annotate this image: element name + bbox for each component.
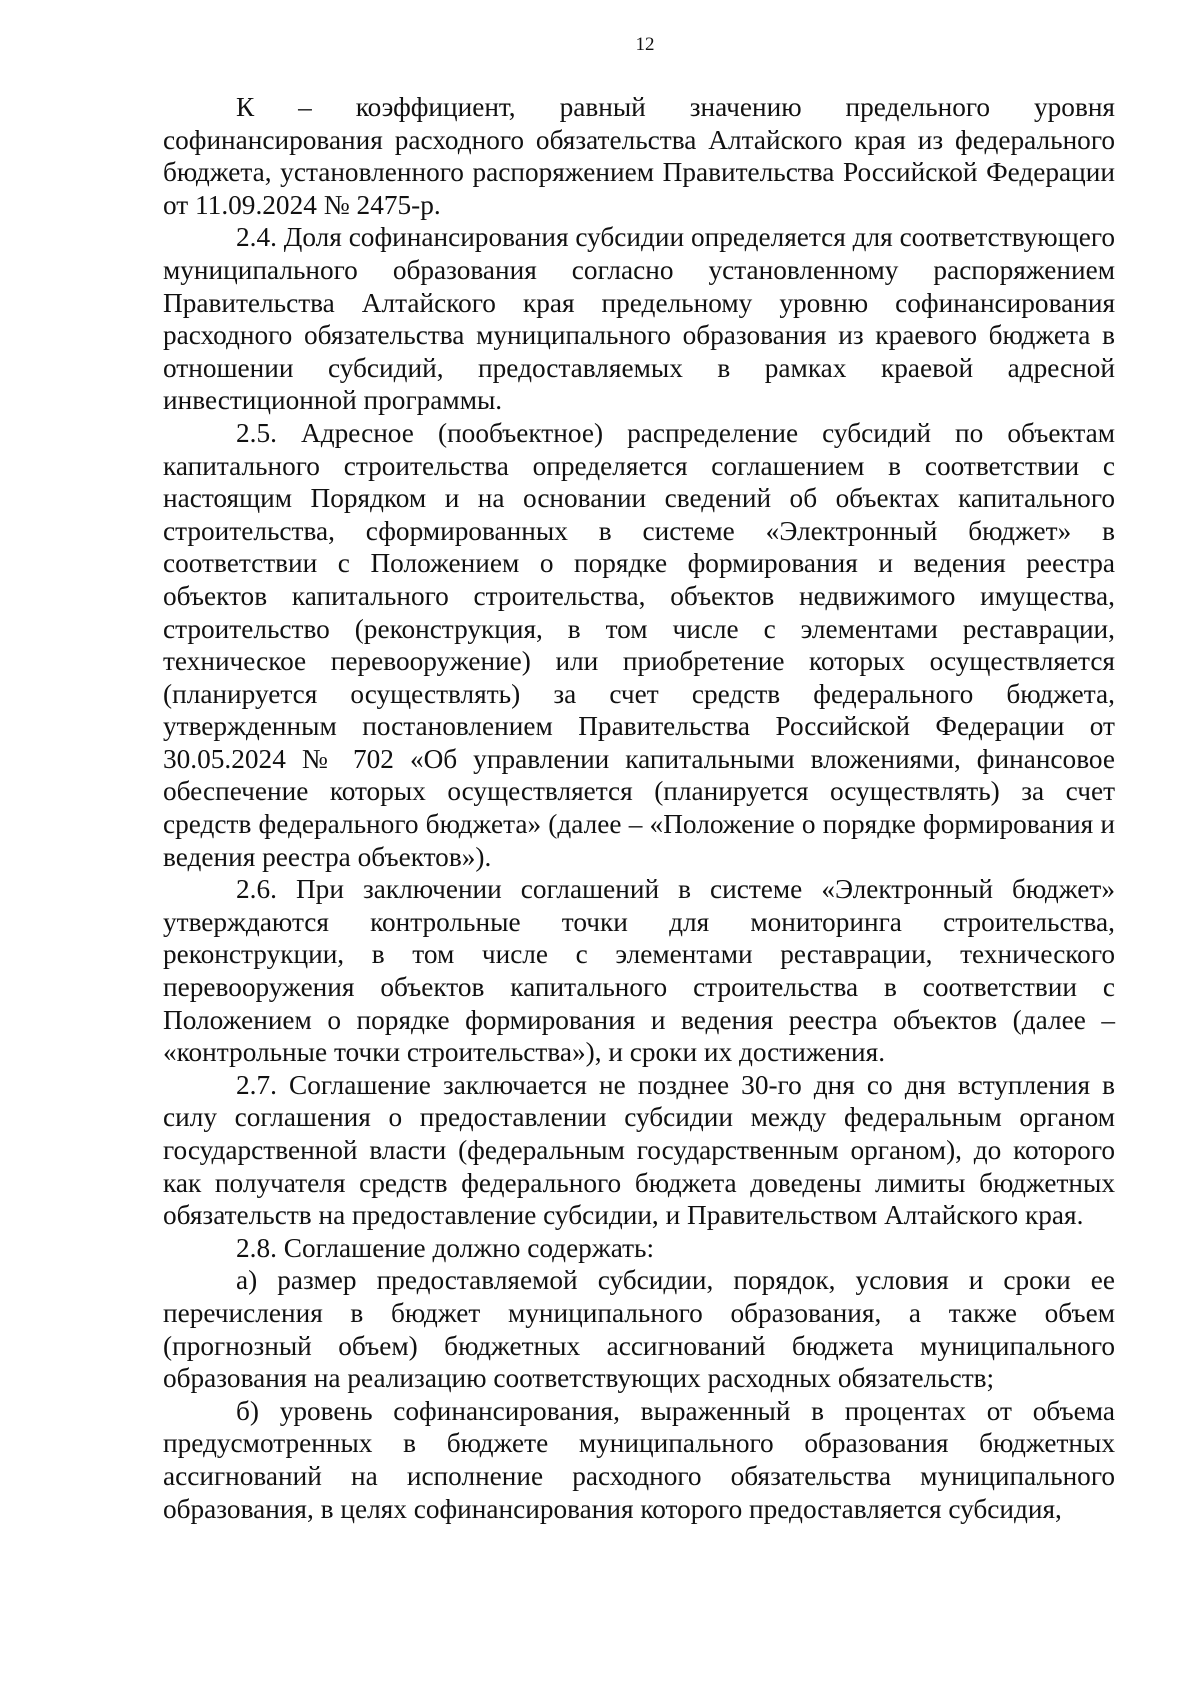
paragraph-2-8: 2.8. Соглашение должно содержать:	[236, 1232, 655, 1263]
page-number: 12	[635, 34, 655, 55]
paragraph-2-8-b: б) уровень софинансирования, выраженный в процентах от объема предусмотренных в бюджете муниципального образования бюджетных ассигнований на исполнение расходного обязательства муниципального образования, в целях софинансирования которого предоставляется субсидия,	[163, 1395, 1115, 1524]
paragraph-2-7: 2.7. Соглашение заключается не позднее 30-го дня со дня вступления в силу соглашения о предоставлении субсидии между федеральным органом государственной власти (федеральным государственным органом), до которого как получателя средств федерального бюджета доведены лимиты бюджетных обязательств на предоставление субсидии, и Правительством Алтайского края.	[163, 1069, 1115, 1231]
document-body	[163, 91, 1115, 1525]
paragraph-coefficient-k: К – коэффициент, равный значению предельного уровня софинансирования расходного обязательства Алтайского края из федерального бюджета, установленного распоряжением Правительства Российской Федерации от 11.09.2024 № 2475-р.	[163, 92, 1115, 220]
paragraph-2-6: 2.6. При заключении соглашений в системе «Электронный бюджет» утверждаются контрольные точки для мониторинга строительства, реконструкции, в том числе с элементами реставрации, технического перевооружения объектов капитального строительства в соответствии с Положением о порядке формирования и ведения реестра объектов (далее – «контрольные точки строительства»), и сроки их достижения.	[163, 874, 1115, 1068]
paragraph-2-4: 2.4. Доля софинансирования субсидии определяется для соответствующего муниципального образования согласно установленному распоряжением Правительства Алтайского края предельному уровню софинансирования расходного обязательства муниципального образования из краевого бюджета в отношении субсидий, предоставляемых в рамках краевой адресной инвестиционной программы.	[163, 222, 1115, 416]
paragraph-2-8-a: а) размер предоставляемой субсидии, порядок, условия и сроки ее перечисления в бюджет муниципального образования, а также объем (прогнозный объем) бюджетных ассигнований бюджета муниципального образования на реализацию соответствующих расходных обязательств;	[163, 1265, 1115, 1394]
paragraph-2-5: 2.5. Адресное (пообъектное) распределение субсидий по объектам капитального строительства определяется соглашением в соответствии с настоящим Порядком и на основании сведений об объектах капитального строительства, сформированных в системе «Электронный бюджет» в соответствии с Положением о порядке формирования и ведения реестра объектов капитального строительства, объектов недвижимого имущества, строительство (реконструкция, в том числе с элементами реставрации, техническое перевооружение) или приобретение которых осуществляется (планируется осуществлять) за счет средств федерального бюджета, утвержденным постановлением Правительства Российской Федерации от 30.05.2024 № 702 «Об управлении капитальными вложениями, финансовое обеспечение которых осуществляется (планируется осуществлять) за счет средств федерального бюджета» (далее – «Положение о порядке формирования и ведения реестра объектов»).	[163, 417, 1115, 872]
